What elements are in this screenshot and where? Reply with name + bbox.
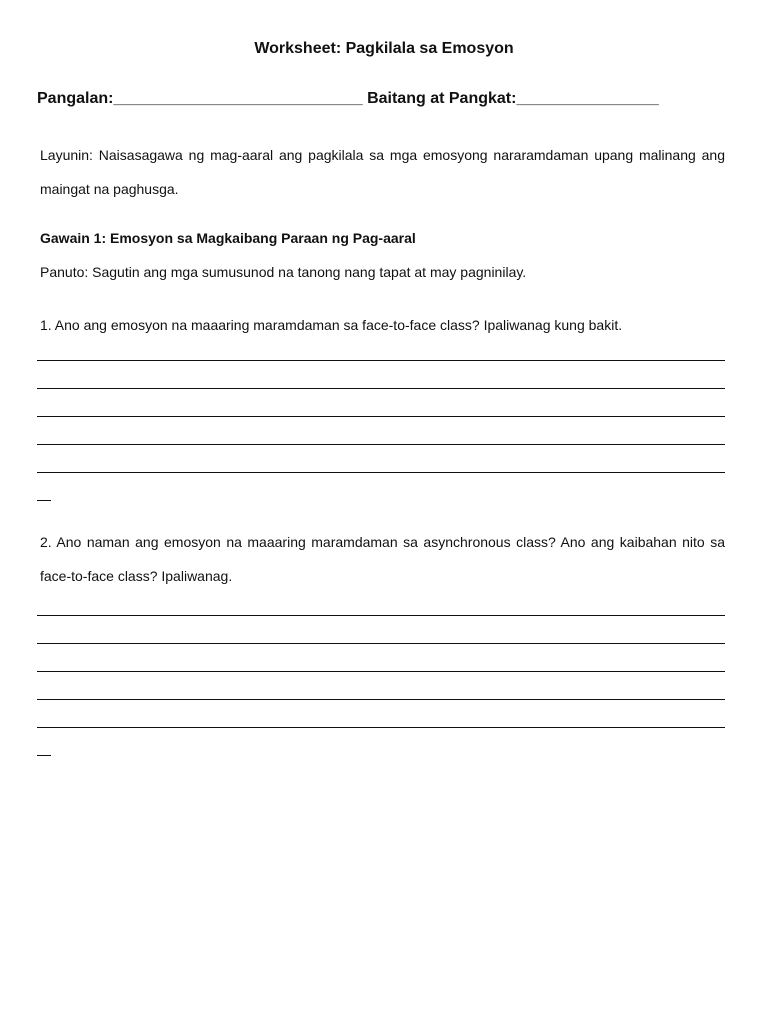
student-info-line [37, 90, 659, 108]
answer-line[interactable] [37, 727, 725, 728]
answer-line[interactable] [37, 643, 725, 644]
answer-line[interactable] [37, 416, 725, 417]
answer-line[interactable] [37, 360, 725, 361]
answer-line[interactable] [37, 615, 725, 616]
question-1: 1. Ano ang emosyon na maaaring maramdaman sa face-to-face class? Ipaliwanag kung bakit. [40, 317, 623, 333]
objective-text: Layunin: Naisasagawa ng mag-aaral ang pagkilala sa mga emosyong nararamdaman upang malinang ang maingat na paghusga. [40, 147, 725, 197]
worksheet-title: Worksheet: Pagkilala sa Emosyon [254, 40, 514, 57]
question-2: 2. Ano naman ang emosyon na maaaring maramdaman sa asynchronous class? Ano ang kaibahan nito sa face-to-face class? Ipaliwanag. [40, 534, 725, 584]
grade-section-blank[interactable]: ________________ [516, 90, 659, 107]
answer-line[interactable] [37, 388, 725, 389]
name-label: Pangalan: [37, 90, 114, 107]
instructions-text: Panuto: Sagutin ang mga sumusunod na tanong nang tapat at may pagninilay. [40, 264, 527, 280]
answer-line[interactable] [37, 671, 725, 672]
answer-line[interactable] [37, 472, 725, 473]
answer-line[interactable] [37, 699, 725, 700]
name-blank[interactable]: ____________________________ [113, 90, 363, 107]
activity-title: Gawain 1: Emosyon sa Magkaibang Paraan ng Pag-aaral [40, 230, 416, 246]
grade-section-label: Baitang at Pangkat: [367, 90, 517, 107]
answer-line-end[interactable] [37, 755, 51, 756]
answer-line[interactable] [37, 444, 725, 445]
answer-line-end[interactable] [37, 500, 51, 501]
